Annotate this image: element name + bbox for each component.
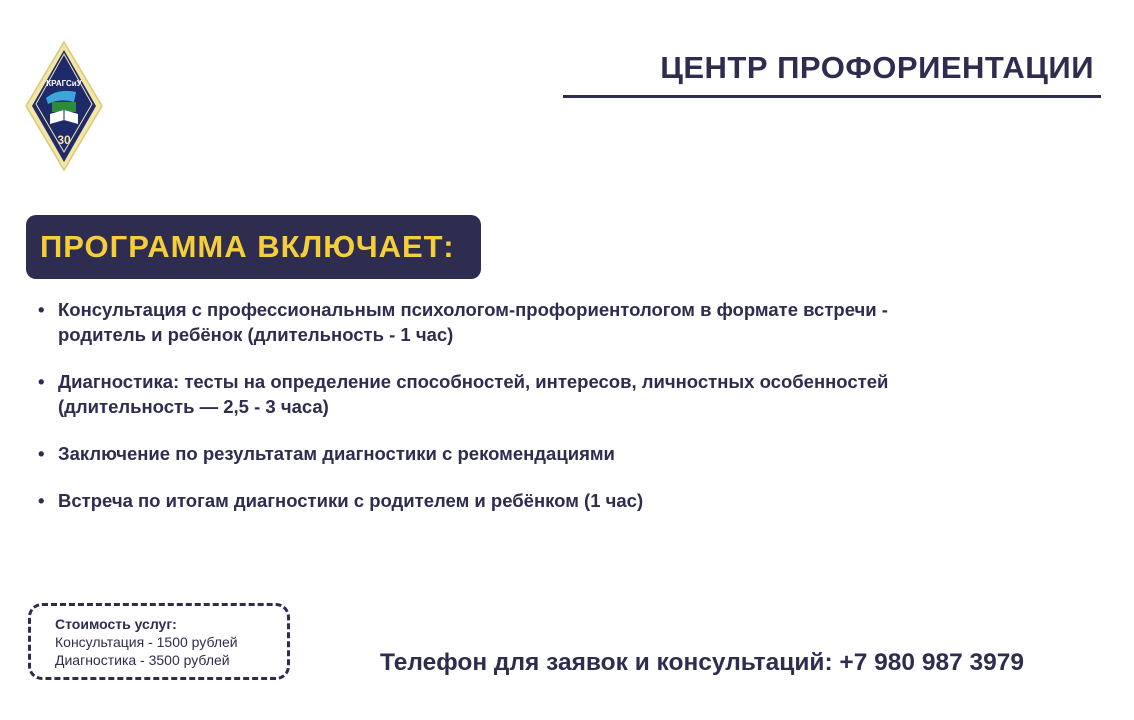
bullet-icon: • (38, 299, 45, 320)
pricing-box (28, 603, 290, 680)
bullet-icon: • (38, 443, 45, 464)
item-text-line: Диагностика: тесты на определение способностей, интересов, личностных особенностей (58, 371, 889, 392)
pricing-consultation: Консультация - 1500 рублей (55, 634, 238, 650)
program-heading-banner (26, 215, 481, 279)
item-text-line: родитель и ребёнок (длительность - 1 час) (58, 324, 454, 345)
item-text-line: Встреча по итогам диагностики с родителем и ребёнком (1 час) (58, 490, 644, 511)
logo-top-text: КРАГСиУ (46, 79, 82, 88)
pricing-diagnostics: Диагностика - 3500 рублей (55, 652, 230, 668)
program-heading: ПРОГРАММА ВКЛЮЧАЕТ: (40, 229, 455, 264)
header-title: ЦЕНТР ПРОФОРИЕНТАЦИИ (660, 50, 1094, 85)
item-text-line: Консультация с профессиональным психологом-профориентологом в формате встречи - (58, 299, 888, 320)
list-item (36, 297, 1016, 347)
bullet-icon: • (38, 371, 45, 392)
list-item (36, 441, 1016, 466)
university-logo (24, 40, 104, 172)
list-item (36, 488, 1016, 513)
contact-phone-line: Телефон для заявок и консультаций: +7 980 987 3979 (380, 649, 1025, 676)
bullet-icon: • (38, 490, 45, 511)
item-text-line: (длительность — 2,5 - 3 часа) (58, 396, 329, 417)
pricing-title: Стоимость услуг: (55, 616, 177, 632)
list-item (36, 369, 1016, 419)
item-text-line: Заключение по результатам диагностики с рекомендациями (58, 443, 615, 464)
header-divider (563, 95, 1101, 98)
program-items-list (36, 297, 1016, 535)
logo-number: 30 (57, 133, 71, 147)
